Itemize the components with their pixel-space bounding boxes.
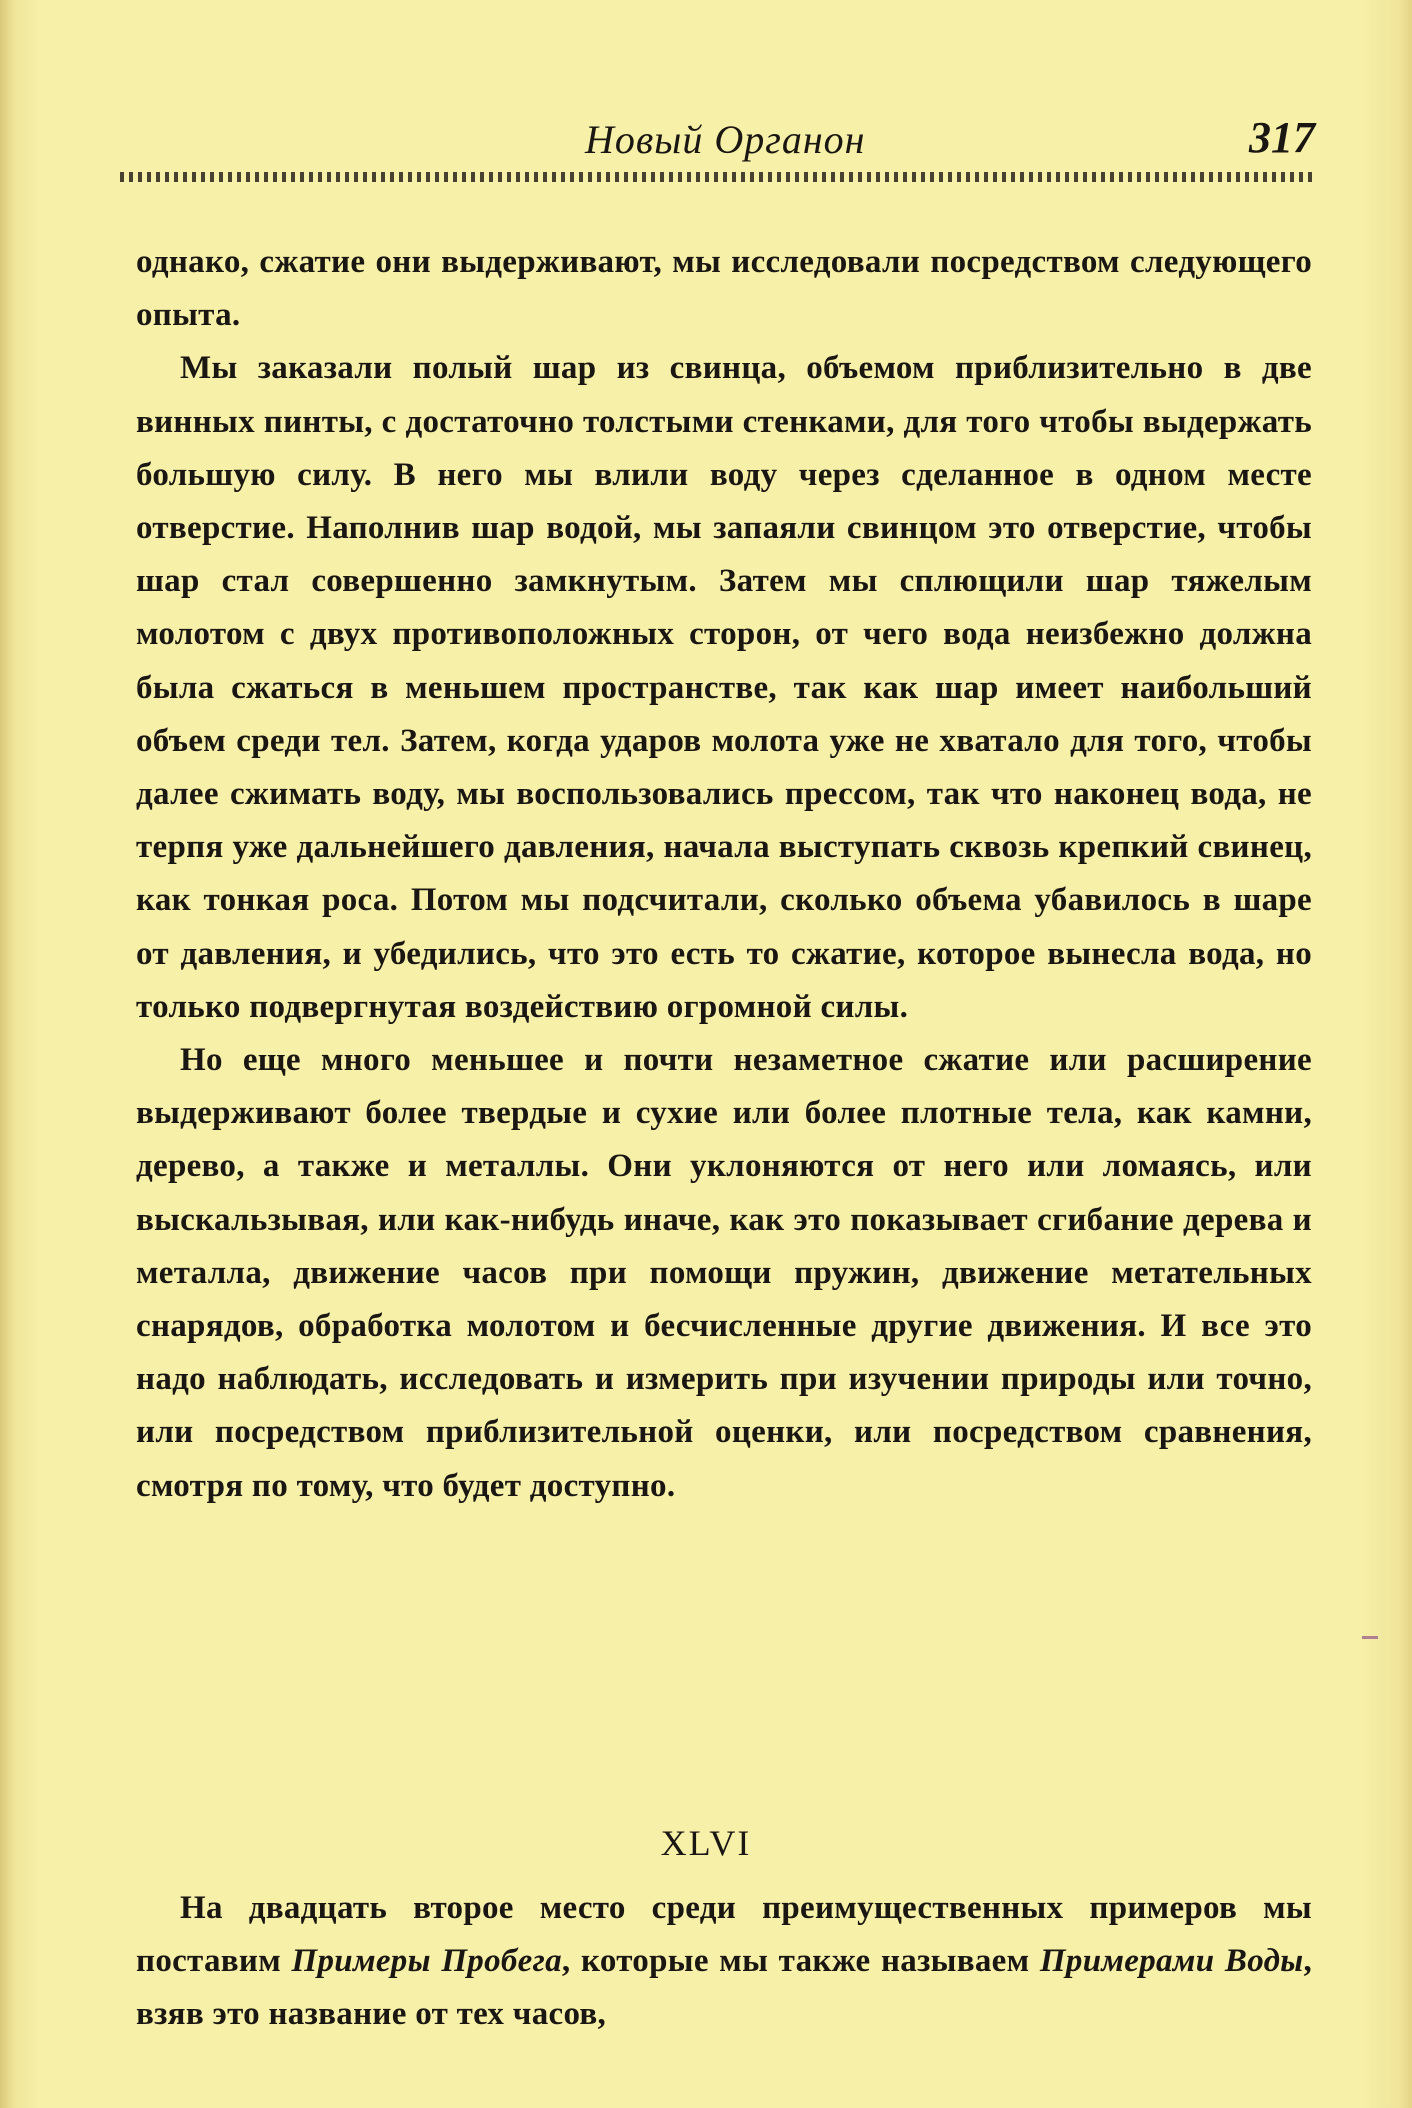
main-text bbox=[136, 236, 1312, 1513]
text-segment: , взяв это название от тех часов, bbox=[136, 1943, 1312, 2033]
paragraph-section-start bbox=[136, 1882, 1312, 2042]
section-heading: XLVI bbox=[660, 1823, 752, 1863]
header-rule bbox=[120, 172, 1315, 182]
running-title: Новый Органон bbox=[585, 117, 866, 162]
page-number: 317 bbox=[1249, 113, 1315, 162]
margin-mark bbox=[1362, 1636, 1378, 1639]
paragraph-solids: Но еще много меньшее и почти незаметное сжатие или расширение выдерживают более твердые и сухие или более плотные тела, как камни, дерево, а также и металлы. Они уклоняются от него или ломаясь, или выскальзывая, или как-нибудь иначе, как это показывает сгибание дерева и металла, движение часов при помощи пружин, движение метательных снарядов, обработка молотом и бесчисленные другие движения. И все это надо наблюдать, исследовать и измерить при изучении природы или точно, или посредством приблизительной оценки, или посредством сравнения, смотря по тому, что будет доступно. bbox=[136, 1042, 1312, 1504]
text-segment: На двадцать второе место среди преимущественных примеров мы поставим bbox=[136, 1890, 1312, 1980]
paragraph-experiment: Мы заказали полый шар из свинца, объемом приблизительно в две винных пинты, с достаточно толстыми стенками, для того чтобы выдержать большую силу. В него мы влили воду через сделанное в одном месте отверстие. Наполнив шар водой, мы запаяли свинцом это отверстие, чтобы шар стал совершенно замкнутым. Затем мы сплющили шар тяжелым молотом с двух противоположных сторон, от чего вода неизбежно должна была сжаться в меньшем пространстве, так как шар имеет наибольший объем среди тел. Затем, когда ударов молота уже не хватало для того, чтобы далее сжимать воду, мы воспользовались прессом, так что наконец вода, не терпя уже дальнейшего давления, начала выступать сквозь крепкий свинец, как тонкая роса. Потом мы подсчитали, сколько объема убавилось в шаре от давления, и убедились, что это есть то сжатие, которое вынесла вода, но только подвергнутая воздействию огромной силы. bbox=[136, 350, 1312, 1025]
italic-term-2: Примерами Воды bbox=[1039, 1943, 1304, 1980]
italic-term-1: Примеры Пробега bbox=[291, 1943, 562, 1980]
text-segment: , которые мы также называем bbox=[561, 1943, 1040, 1980]
paragraph-continued: однако, сжатие они выдерживают, мы исследовали посредством следующего опыта. bbox=[136, 244, 1312, 334]
page-header bbox=[130, 108, 1315, 168]
section-text bbox=[136, 1882, 1312, 2042]
